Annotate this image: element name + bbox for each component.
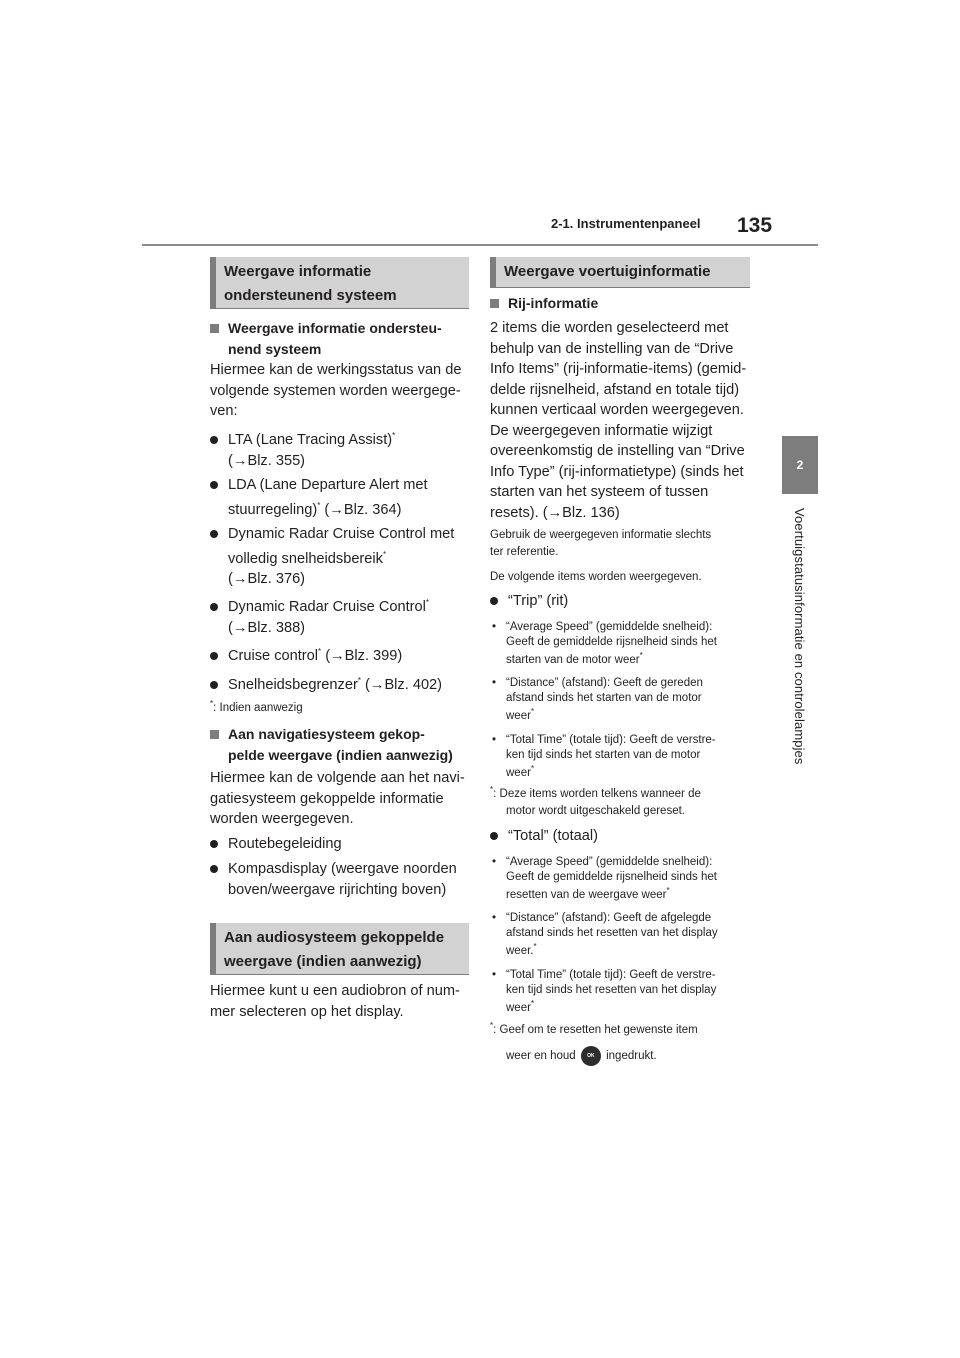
footnote-text: weer en houd — [506, 1050, 576, 1063]
page-reference: (→Blz. 399) — [321, 648, 403, 664]
footnote — [490, 786, 755, 820]
text-line: afstand sinds het resetten van het display — [506, 926, 718, 939]
footnote-text: : Deze items worden telkens wanneer de — [493, 788, 701, 800]
text-line: Hiermee kan de werkingsstatus van de — [210, 362, 462, 378]
item-text: Snelheidsbegrenzer — [228, 677, 358, 693]
footnote-mark: * — [210, 699, 214, 709]
text-line: ken tijd sinds het resetten van het display — [506, 983, 717, 996]
bullet-icon — [210, 865, 218, 873]
item-text: Routebegeleiding — [228, 836, 342, 852]
footnote — [210, 700, 303, 717]
chapter-number: 2 — [796, 458, 804, 472]
bullet-icon — [210, 530, 218, 538]
paragraph — [490, 318, 755, 523]
footnote-mark: * — [533, 942, 537, 952]
subheading-drive-info — [490, 293, 770, 314]
heading-line: weergave (indien aanwezig) — [224, 953, 422, 970]
subheading-line: Rij-informatie — [508, 295, 599, 311]
bullet-icon: • — [492, 912, 497, 924]
section-header: 2-1. Instrumentenpaneel — [551, 216, 701, 231]
footnote-text: : Geef om te resetten het gewenste item — [493, 1024, 698, 1036]
list-item — [210, 430, 395, 471]
heading-line: ondersteunend systeem — [224, 287, 397, 304]
item-text: Dynamic Radar Cruise Control met — [228, 526, 455, 542]
list-item — [210, 675, 442, 696]
item-text: Dynamic Radar Cruise Control — [228, 599, 426, 615]
section-heading-assist-info — [210, 257, 469, 309]
text-line: starten van de motor weer — [506, 654, 640, 666]
subheading-assist-info — [210, 318, 490, 360]
footnote-mark: * — [392, 431, 396, 441]
paragraph — [210, 360, 472, 422]
list-item — [210, 597, 429, 638]
footnote-text: : Indien aanwezig — [213, 702, 303, 714]
footnote — [490, 1022, 755, 1066]
text-line: resetten van de weergave weer — [506, 889, 667, 901]
page-reference: (→Blz. 376) — [228, 571, 306, 587]
text-line: “Total Time” (totale tijd): Geeft de verstre- — [506, 734, 716, 746]
text-line: Geeft de gemiddelde rijsnelheid sinds het — [506, 870, 717, 883]
sub-list-item — [490, 968, 768, 1016]
text-line: afstand sinds het starten van de motor — [506, 691, 702, 704]
text-line: Info Type” (rij-informatietype) (sinds het — [490, 463, 744, 480]
footnote-mark: * — [530, 707, 535, 717]
footnote-mark: * — [318, 647, 322, 657]
square-bullet-icon — [210, 324, 219, 333]
list-item — [210, 834, 342, 855]
item-text: “Trip” (rit) — [508, 593, 569, 609]
footnote-mark: * — [357, 676, 361, 686]
square-bullet-icon — [490, 299, 499, 308]
text-line: ter referentie. — [490, 546, 559, 558]
text-line: weer — [506, 710, 531, 722]
text-line: Gebruik de weergegeven informatie slechts — [490, 529, 712, 541]
page-reference: (→Blz. 388) — [228, 619, 306, 636]
bullet-icon: • — [492, 621, 497, 633]
sub-list-item — [490, 733, 768, 781]
section-heading-audio — [210, 923, 469, 975]
text-line: ven: — [210, 403, 238, 419]
bullet-icon — [490, 832, 498, 840]
note — [490, 527, 755, 561]
sub-list-item — [490, 676, 768, 724]
list-item-trip — [490, 591, 568, 612]
text-line: mer selecteren op het display. — [210, 1003, 404, 1020]
text-line: weer. — [506, 945, 534, 957]
bullet-icon: • — [492, 969, 497, 981]
item-text: stuurregeling) — [228, 501, 318, 518]
bullet-icon — [210, 603, 218, 611]
text-line: Hiermee kan de volgende aan het navi- — [210, 770, 465, 786]
footnote-mark: * — [425, 598, 430, 608]
bullet-icon — [210, 652, 218, 660]
footnote-mark: * — [490, 1021, 494, 1031]
page-reference: (→Blz. 402) — [360, 677, 443, 693]
chapter-label: Voertuigstatusinformatie en controlelampjes — [792, 508, 807, 765]
footnote-mark: * — [666, 886, 670, 896]
list-item-total — [490, 826, 598, 847]
text-line: weer — [506, 767, 531, 779]
footnote-mark: * — [382, 549, 387, 559]
footnote-text: ingedrukt. — [606, 1050, 657, 1063]
text-line: 2 items die worden geselecteerd met — [490, 320, 729, 336]
item-text: volledig snelheidsbereik — [228, 550, 383, 567]
text-line: resets). (→Blz. 136) — [490, 504, 620, 521]
ok-button-icon: OK — [581, 1046, 601, 1066]
bullet-icon: • — [492, 856, 497, 868]
item-text: Kompasdisplay (weergave noorden — [228, 861, 457, 877]
bullet-icon: • — [492, 677, 497, 689]
bullet-icon — [490, 597, 498, 605]
list-item — [210, 524, 454, 590]
text-line: “Average Speed” (gemiddelde snelheid): — [506, 621, 713, 633]
bullet-icon — [210, 840, 218, 848]
footnote-text: motor wordt uitgeschakeld gereset. — [506, 805, 685, 817]
text-line: overeenkomstig de instelling van “Drive — [490, 443, 745, 459]
square-bullet-icon — [210, 730, 219, 739]
text-line: worden weergegeven. — [210, 811, 354, 827]
heading-line: Weergave voertuiginformatie — [504, 263, 711, 280]
text-line: weer — [506, 1002, 531, 1014]
paragraph — [210, 981, 472, 1022]
text-line: “Total Time” (totale tijd): Geeft de verstre- — [506, 969, 716, 981]
text-line: Geeft de gemiddelde rijsnelheid sinds het — [506, 635, 717, 648]
footnote-mark: * — [639, 651, 643, 661]
item-text: Cruise control — [228, 648, 319, 664]
footnote-mark: * — [317, 500, 321, 510]
sub-list-item — [490, 911, 768, 959]
heading-line: Aan audiosysteem gekoppelde — [224, 929, 445, 946]
item-text: LDA (Lane Departure Alert met — [228, 477, 428, 493]
item-text: boven/weergave rijrichting boven) — [228, 881, 447, 898]
subheading-line: nend systeem — [228, 341, 322, 357]
text-line: Info Items” (rij-informatie-items) (gemid- — [490, 361, 747, 377]
subheading-line: Aan navigatiesysteem gekop- — [228, 726, 425, 742]
text-line: De weergegeven informatie wijzigt — [490, 422, 713, 439]
text-line: “Distance” (afstand): Geeft de gereden — [506, 677, 703, 689]
text-line: volgende systemen worden weergege- — [210, 382, 461, 399]
paragraph — [210, 768, 472, 830]
item-text: “Total” (totaal) — [508, 828, 599, 844]
bullet-icon — [210, 681, 218, 689]
bullet-icon — [210, 436, 218, 444]
note — [490, 569, 755, 586]
footnote-mark: * — [490, 785, 494, 795]
sub-list-item — [490, 855, 768, 903]
sub-list-item — [490, 620, 768, 668]
section-heading-vehicle-info — [490, 257, 750, 288]
text-line: Hiermee kunt u een audiobron of num- — [210, 983, 460, 999]
list-item — [210, 646, 402, 667]
text-line: starten van het systeem of tussen — [490, 484, 709, 500]
text-line: behulp van de instelling van de “Drive — [490, 340, 734, 357]
text-line: ken tijd sinds het starten van de motor — [506, 748, 701, 761]
footnote-mark: * — [530, 999, 535, 1009]
header-rule — [142, 244, 818, 246]
text-line: “Distance” (afstand): Geeft de afgelegde — [506, 912, 712, 924]
bullet-icon — [210, 481, 218, 489]
footnote-mark: * — [530, 764, 535, 774]
subheading-line: pelde weergave (indien aanwezig) — [228, 747, 453, 763]
page-number: 135 — [737, 214, 773, 237]
text-line: delde rijsnelheid, afstand en totale tijd) — [490, 381, 740, 398]
heading-line: Weergave informatie — [224, 263, 372, 280]
subheading-line: Weergave informatie ondersteu- — [228, 320, 442, 336]
page-reference: (→Blz. 355) — [228, 452, 306, 469]
list-item — [210, 859, 457, 900]
text-line: De volgende items worden weergegeven. — [490, 571, 702, 583]
subheading-navigation — [210, 724, 490, 766]
text-line: kunnen verticaal worden weergegeven. — [490, 402, 744, 418]
page-reference: (→Blz. 364) — [320, 501, 402, 518]
list-item — [210, 475, 428, 520]
text-line: “Average Speed” (gemiddelde snelheid): — [506, 856, 713, 868]
item-text: LTA (Lane Tracing Assist) — [228, 432, 393, 448]
text-line: gatiesysteem gekoppelde informatie — [210, 790, 444, 807]
bullet-icon: • — [492, 734, 497, 746]
